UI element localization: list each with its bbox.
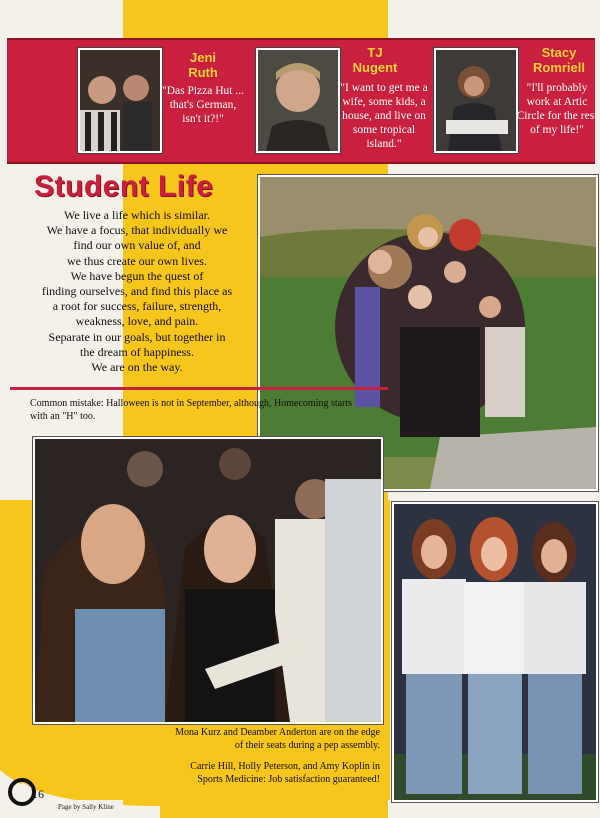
caption-halloween: Common mistake: Halloween is not in September, although, Homecoming starts with an "H" too. (30, 398, 353, 422)
poem-line: the dream of happiness. (80, 344, 194, 359)
poem-line: We are on the way. (91, 360, 183, 375)
pep-assembly-photo (33, 437, 383, 724)
profile-name-jeni: Jeni Ruth (188, 50, 218, 80)
caption-pep-assembly: Mona Kurz and Deamber Anderton are on the edge of their seats during a pep assembly. (175, 727, 380, 751)
caption-sports-medicine: Carrie Hill, Holly Peterson, and Amy Koplin in Sports Medicine: Job satisfaction guaranteed! (190, 761, 380, 785)
poem-line: a root for success, failure, strength, (52, 299, 222, 314)
page-number: 16 (32, 787, 44, 801)
section-title: Student Life (34, 170, 214, 203)
sports-medicine-photo (392, 502, 598, 802)
profile-quote-tj: "I want to get me a wife, some kids, a house, and live on some tropical island." (340, 82, 428, 150)
profile-quote-stacy: "I'll probably work at Artic Circle for the rest of my life!" (516, 82, 598, 136)
poem-line: We have a focus, that individually we (46, 223, 228, 238)
profile-quote-jeni: "Das Pizza Hut ... that's German, isn't it?!" (162, 85, 244, 125)
profile-photo-stacy (434, 48, 518, 153)
poem-line: finding ourselves, and find this place as (41, 284, 233, 299)
red-divider (10, 387, 388, 390)
poem-line: we thus create our own lives. (67, 253, 207, 268)
profile-name-tj: TJ Nugent (352, 45, 398, 75)
poem-line: find our own value of, and (73, 238, 201, 253)
poem (27, 208, 247, 375)
poem-line: Separate in our goals, but together in (48, 329, 226, 344)
profile-photo-tj (256, 48, 340, 153)
poem-line: weakness, love, and pain. (75, 314, 199, 329)
profile-photo-jeni (78, 48, 162, 153)
page-credit: Page by Sally Kline (58, 803, 114, 811)
profile-name-stacy: Stacy Romriell (532, 45, 585, 75)
poem-line: We have begun the quest of (70, 268, 204, 283)
poem-line: We live a life which is similar. (64, 208, 210, 222)
